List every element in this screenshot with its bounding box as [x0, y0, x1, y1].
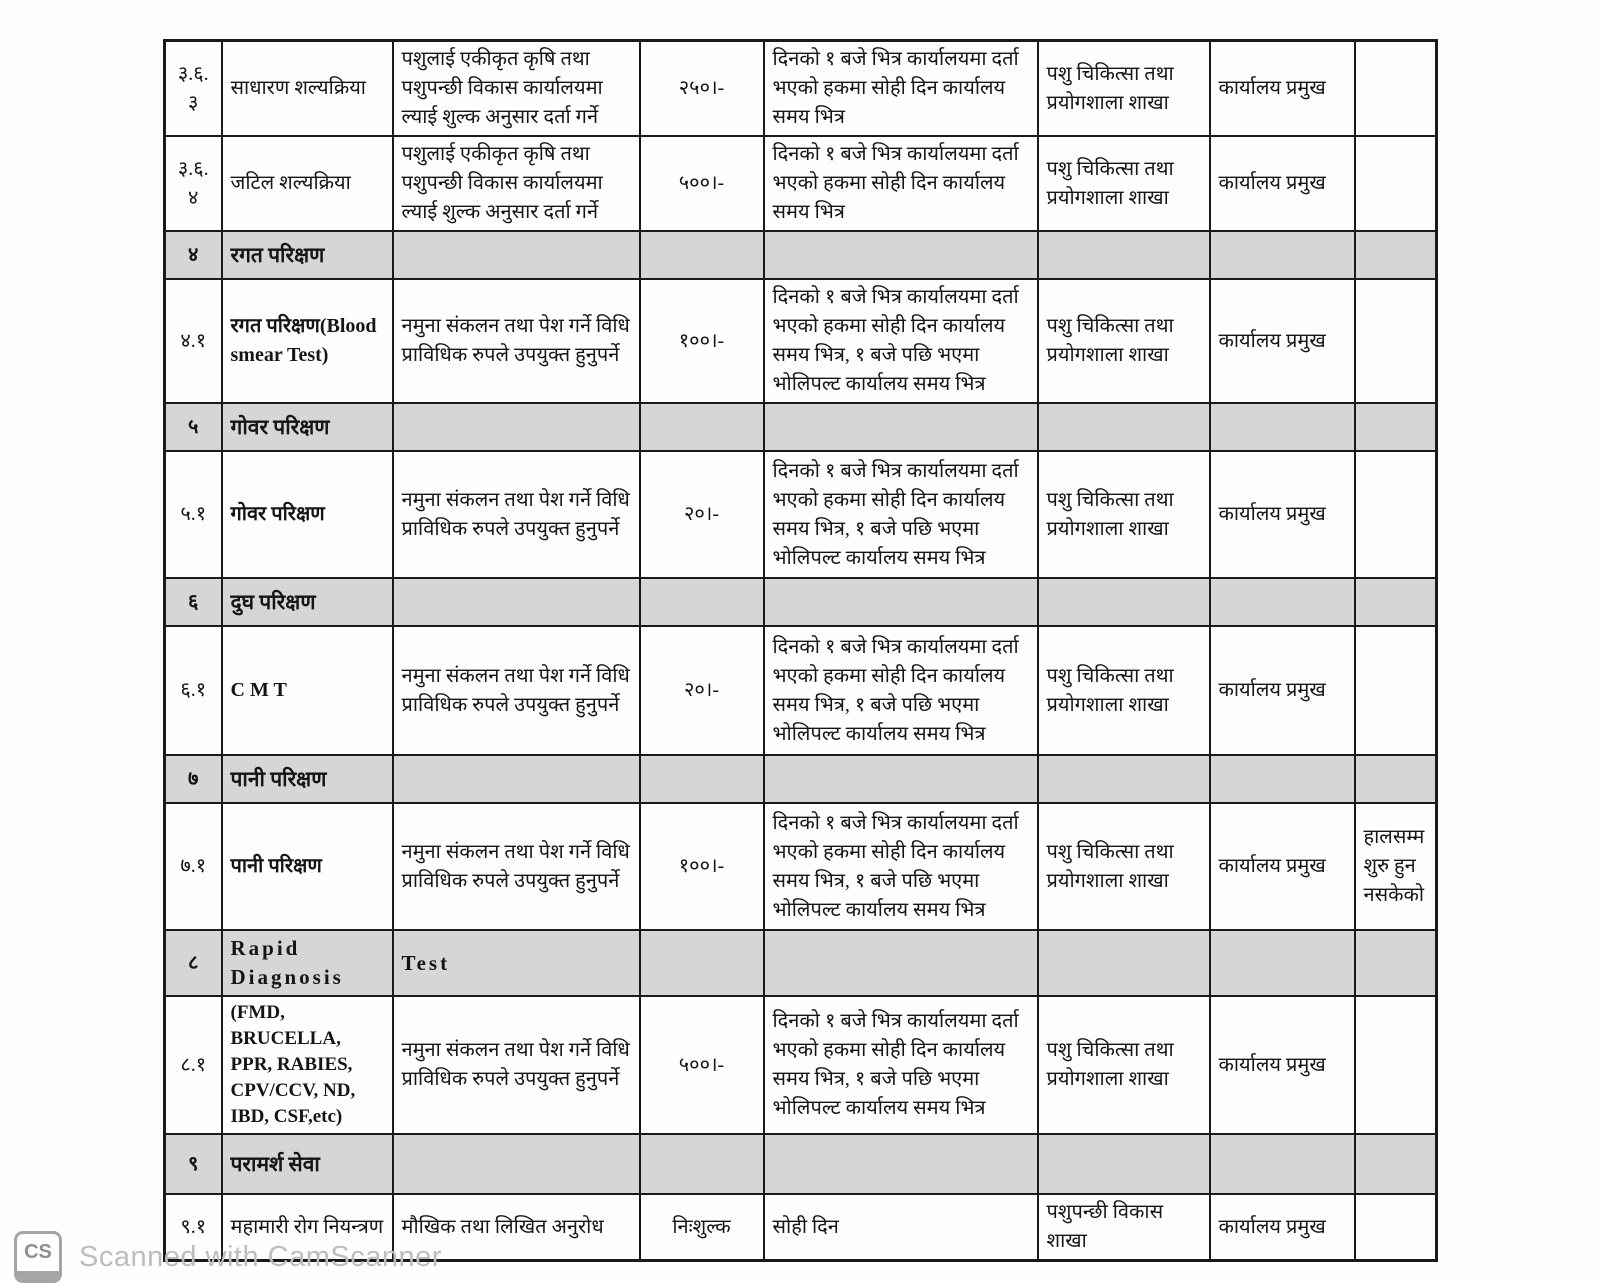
sn-cell: ९ [165, 1134, 222, 1194]
empty-cell [1210, 403, 1355, 451]
remark-cell [1355, 451, 1437, 578]
procedure-cell: पशुलाई एकीकृत कृषि तथा पशुपन्छी विकास कार्यालयमा ल्याई शुल्क अनुसार दर्ता गर्ने [393, 41, 640, 137]
empty-cell [764, 231, 1038, 279]
empty-cell [764, 403, 1038, 451]
watermark-text: Scanned with CamScanner [79, 1240, 442, 1273]
section-title-cell: Rapid Diagnosis [222, 930, 393, 996]
empty-cell [393, 1134, 640, 1194]
section-title-cell: Test [393, 930, 640, 996]
service-cell: (FMD, BRUCELLA, PPR, RABIES, CPV/CCV, ND, IBD, CSF,etc) [222, 996, 393, 1134]
procedure-cell: नमुना संकलन तथा पेश गर्ने विधि प्राविधिक रुपले उपयुक्त हुनुपर्ने [393, 451, 640, 578]
empty-cell [393, 578, 640, 626]
empty-cell [764, 1134, 1038, 1194]
sn-cell: ५ [165, 403, 222, 451]
empty-cell [640, 1134, 764, 1194]
camscanner-logo-text: CS [24, 1241, 52, 1263]
sn-cell: ५.१ [165, 451, 222, 578]
empty-cell [1210, 231, 1355, 279]
time-cell: दिनको १ बजे भित्र कार्यालयमा दर्ता भएको हकमा सोही दिन कार्यालय समय भित्र [764, 136, 1038, 231]
section-header-row [165, 403, 1437, 451]
empty-cell [1210, 755, 1355, 803]
time-cell: सोही दिन [764, 1194, 1038, 1261]
section-cell: पशु चिकित्सा तथा प्रयोगशाला शाखा [1038, 626, 1210, 755]
time-cell: दिनको १ बजे भित्र कार्यालयमा दर्ता भएको हकमा सोही दिन कार्यालय समय भित्र, १ बजे पछि भएमा भोलिपल्ट कार्यालय समय भित्र [764, 279, 1038, 403]
empty-cell [1038, 755, 1210, 803]
remark-cell [1355, 996, 1437, 1134]
procedure-cell: नमुना संकलन तथा पेश गर्ने विधि प्राविधिक रुपले उपयुक्त हुनुपर्ने [393, 626, 640, 755]
empty-cell [393, 231, 640, 279]
sn-cell: ८ [165, 930, 222, 996]
fee-cell: २५०।- [640, 41, 764, 137]
camscanner-logo-base [17, 1271, 59, 1280]
empty-cell [1355, 755, 1437, 803]
sn-cell: ३.६.४ [165, 136, 222, 231]
fee-cell: ५००।- [640, 136, 764, 231]
service-cell: गोवर परिक्षण [222, 451, 393, 578]
officer-cell: कार्यालय प्रमुख [1210, 279, 1355, 403]
table-row [165, 451, 1437, 578]
sn-cell: ४.१ [165, 279, 222, 403]
empty-cell [1355, 930, 1437, 996]
empty-cell [640, 578, 764, 626]
sn-cell: ७.१ [165, 803, 222, 930]
officer-cell: कार्यालय प्रमुख [1210, 136, 1355, 231]
fee-cell: २०।- [640, 626, 764, 755]
service-cell: C M T [222, 626, 393, 755]
section-cell: पशु चिकित्सा तथा प्रयोगशाला शाखा [1038, 803, 1210, 930]
time-cell: दिनको १ बजे भित्र कार्यालयमा दर्ता भएको हकमा सोही दिन कार्यालय समय भित्र, १ बजे पछि भएमा भोलिपल्ट कार्यालय समय भित्र [764, 803, 1038, 930]
service-cell: जटिल शल्यक्रिया [222, 136, 393, 231]
empty-cell [764, 755, 1038, 803]
procedure-cell: पशुलाई एकीकृत कृषि तथा पशुपन्छी विकास कार्यालयमा ल्याई शुल्क अनुसार दर्ता गर्ने [393, 136, 640, 231]
table-row [165, 136, 1437, 231]
camscanner-logo-icon [14, 1231, 62, 1283]
empty-cell [1038, 578, 1210, 626]
service-cell: महामारी रोग नियन्त्रण [222, 1194, 393, 1261]
table-row [165, 279, 1437, 403]
empty-cell [1038, 1134, 1210, 1194]
empty-cell [1355, 1134, 1437, 1194]
remark-cell [1355, 279, 1437, 403]
section-title-cell: परामर्श सेवा [222, 1134, 393, 1194]
section-cell: पशु चिकित्सा तथा प्रयोगशाला शाखा [1038, 136, 1210, 231]
table-row [165, 803, 1437, 930]
remark-cell [1355, 1194, 1437, 1261]
section-header-row [165, 578, 1437, 626]
sn-cell: ८.१ [165, 996, 222, 1134]
table-row [165, 626, 1437, 755]
section-header-row [165, 755, 1437, 803]
remark-cell [1355, 136, 1437, 231]
fee-cell: १००।- [640, 279, 764, 403]
service-cell: पानी परिक्षण [222, 803, 393, 930]
empty-cell [393, 755, 640, 803]
table-row [165, 996, 1437, 1134]
procedure-cell: मौखिक तथा लिखित अनुरोध [393, 1194, 640, 1261]
section-cell: पशु चिकित्सा तथा प्रयोगशाला शाखा [1038, 279, 1210, 403]
officer-cell: कार्यालय प्रमुख [1210, 996, 1355, 1134]
section-header-row [165, 231, 1437, 279]
empty-cell [1355, 403, 1437, 451]
section-title-cell: दुघ परिक्षण [222, 578, 393, 626]
empty-cell [640, 231, 764, 279]
section-title-cell: रगत परिक्षण [222, 231, 393, 279]
officer-cell: कार्यालय प्रमुख [1210, 41, 1355, 137]
fee-cell: २०।- [640, 451, 764, 578]
empty-cell [640, 755, 764, 803]
officer-cell: कार्यालय प्रमुख [1210, 803, 1355, 930]
empty-cell [1038, 930, 1210, 996]
empty-cell [1355, 578, 1437, 626]
section-cell: पशुपन्छी विकास शाखा [1038, 1194, 1210, 1261]
empty-cell [1210, 578, 1355, 626]
time-cell: दिनको १ बजे भित्र कार्यालयमा दर्ता भएको हकमा सोही दिन कार्यालय समय भित्र, १ बजे पछि भएमा भोलिपल्ट कार्यालय समय भित्र [764, 996, 1038, 1134]
fee-cell: निःशुल्क [640, 1194, 764, 1261]
remark-cell [1355, 41, 1437, 137]
empty-cell [1038, 403, 1210, 451]
section-header-row [165, 1134, 1437, 1194]
time-cell: दिनको १ बजे भित्र कार्यालयमा दर्ता भएको हकमा सोही दिन कार्यालय समय भित्र, १ बजे पछि भएमा भोलिपल्ट कार्यालय समय भित्र [764, 626, 1038, 755]
time-cell: दिनको १ बजे भित्र कार्यालयमा दर्ता भएको हकमा सोही दिन कार्यालय समय भित्र [764, 41, 1038, 137]
sn-cell: ६.१ [165, 626, 222, 755]
empty-cell [1038, 231, 1210, 279]
service-cell: साधारण शल्यक्रिया [222, 41, 393, 137]
empty-cell [764, 578, 1038, 626]
empty-cell [640, 930, 764, 996]
table-row [165, 41, 1437, 137]
empty-cell [1355, 231, 1437, 279]
empty-cell [393, 403, 640, 451]
camscanner-watermark [14, 1231, 442, 1283]
service-fee-table [163, 39, 1438, 1262]
officer-cell: कार्यालय प्रमुख [1210, 451, 1355, 578]
officer-cell: कार्यालय प्रमुख [1210, 1194, 1355, 1261]
section-title-cell: गोवर परिक्षण [222, 403, 393, 451]
empty-cell [764, 930, 1038, 996]
sn-cell: ९.१ [165, 1194, 222, 1261]
sn-cell: ६ [165, 578, 222, 626]
remark-cell [1355, 626, 1437, 755]
officer-cell: कार्यालय प्रमुख [1210, 626, 1355, 755]
sn-cell: ७ [165, 755, 222, 803]
procedure-cell: नमुना संकलन तथा पेश गर्ने विधि प्राविधिक रुपले उपयुक्त हुनुपर्ने [393, 279, 640, 403]
section-cell: पशु चिकित्सा तथा प्रयोगशाला शाखा [1038, 41, 1210, 137]
fee-cell: ५००।- [640, 996, 764, 1134]
remark-cell: हालसम्म शुरु हुन नसकेको [1355, 803, 1437, 930]
section-cell: पशु चिकित्सा तथा प्रयोगशाला शाखा [1038, 996, 1210, 1134]
sn-cell: ३.६.३ [165, 41, 222, 137]
service-cell: रगत परिक्षण(Blood smear Test) [222, 279, 393, 403]
empty-cell [640, 403, 764, 451]
fee-cell: १००।- [640, 803, 764, 930]
procedure-cell: नमुना संकलन तथा पेश गर्ने विधि प्राविधिक रुपले उपयुक्त हुनुपर्ने [393, 803, 640, 930]
empty-cell [1210, 930, 1355, 996]
section-cell: पशु चिकित्सा तथा प्रयोगशाला शाखा [1038, 451, 1210, 578]
procedure-cell: नमुना संकलन तथा पेश गर्ने विधि प्राविधिक रुपले उपयुक्त हुनुपर्ने [393, 996, 640, 1134]
sn-cell: ४ [165, 231, 222, 279]
empty-cell [1210, 1134, 1355, 1194]
section-title-cell: पानी परिक्षण [222, 755, 393, 803]
time-cell: दिनको १ बजे भित्र कार्यालयमा दर्ता भएको हकमा सोही दिन कार्यालय समय भित्र, १ बजे पछि भएमा भोलिपल्ट कार्यालय समय भित्र [764, 451, 1038, 578]
section-header-row [165, 930, 1437, 996]
